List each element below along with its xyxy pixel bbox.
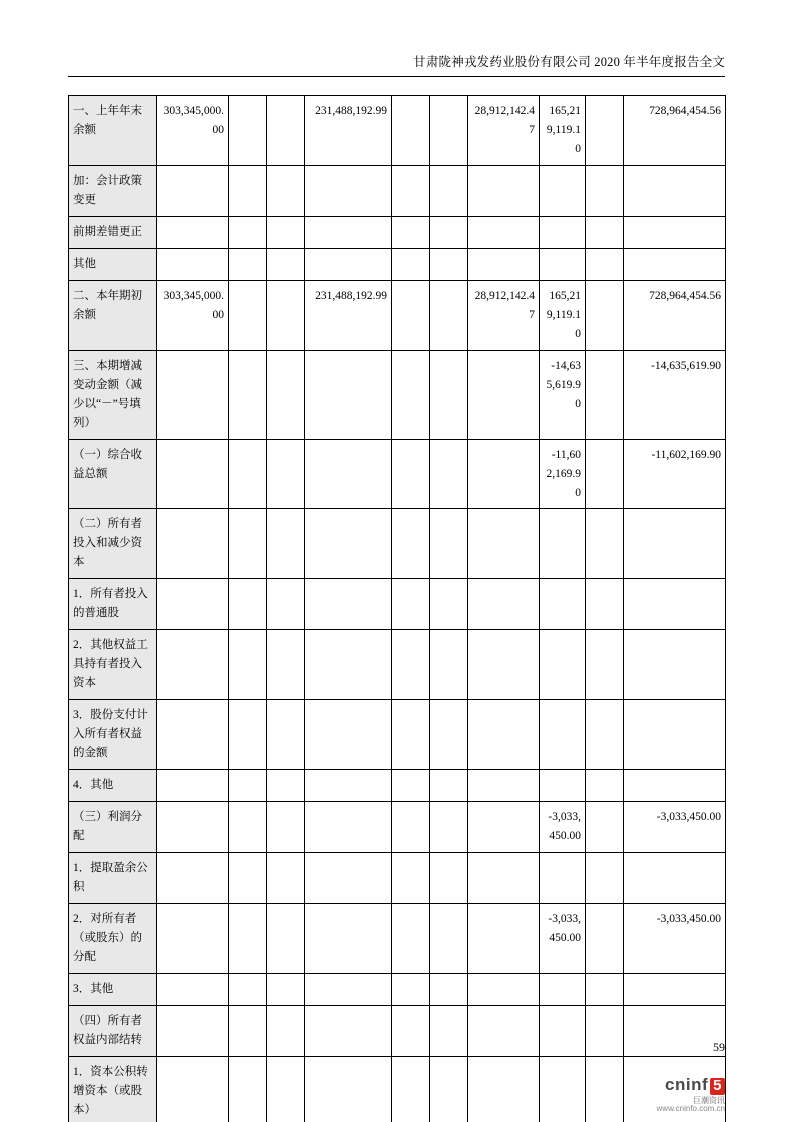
table-cell-empty — [468, 630, 540, 700]
table-cell-empty — [540, 216, 586, 248]
table-row — [69, 248, 726, 280]
table-cell-empty — [430, 96, 468, 166]
table-cell-empty — [468, 350, 540, 439]
table-cell-empty — [229, 280, 267, 350]
row-label: 2．对所有者（或股东）的分配 — [69, 903, 157, 973]
table-cell-empty — [586, 700, 624, 770]
table-cell-empty — [624, 509, 726, 579]
table-cell-empty — [586, 802, 624, 853]
table-cell-value: -3,033,450.00 — [540, 802, 586, 853]
brand-text: cninf — [665, 1075, 709, 1094]
table-cell-empty — [624, 579, 726, 630]
table-cell-empty — [305, 439, 392, 509]
table-cell-empty — [267, 903, 305, 973]
table-cell-empty — [540, 700, 586, 770]
table-cell-value: 728,964,454.56 — [624, 96, 726, 166]
table-cell-value: 165,219,119.10 — [540, 96, 586, 166]
table-cell-empty — [430, 509, 468, 579]
table-cell-empty — [229, 853, 267, 904]
table-cell-empty — [540, 165, 586, 216]
table-cell-empty — [624, 216, 726, 248]
table-cell-empty — [430, 770, 468, 802]
row-label: 3．其他 — [69, 973, 157, 1005]
table-cell-empty — [267, 700, 305, 770]
table-cell-empty — [305, 973, 392, 1005]
table-cell-empty — [468, 903, 540, 973]
table-cell-value: -3,033,450.00 — [624, 903, 726, 973]
row-label: （二）所有者投入和减少资本 — [69, 509, 157, 579]
table-cell-value: 231,488,192.99 — [305, 280, 392, 350]
brand-url: www.cninfo.com.cn — [656, 1104, 725, 1114]
table-cell-empty — [267, 630, 305, 700]
table-cell-empty — [305, 579, 392, 630]
table-cell-empty — [468, 802, 540, 853]
table-cell-empty — [586, 973, 624, 1005]
row-label: （一）综合收益总额 — [69, 439, 157, 509]
table-cell-empty — [229, 248, 267, 280]
table-cell-empty — [267, 439, 305, 509]
equity-change-table — [68, 95, 726, 1122]
table-row — [69, 973, 726, 1005]
table-cell-empty — [540, 509, 586, 579]
table-cell-empty — [586, 509, 624, 579]
row-label: 1．所有者投入的普通股 — [69, 579, 157, 630]
table-cell-empty — [586, 165, 624, 216]
table-cell-value: 303,345,000.00 — [157, 96, 229, 166]
table-row — [69, 165, 726, 216]
row-label: 三、本期增减变动金额（减少以“－”号填列） — [69, 350, 157, 439]
table-cell-empty — [305, 509, 392, 579]
table-cell-empty — [540, 248, 586, 280]
table-row — [69, 439, 726, 509]
table-cell-empty — [267, 350, 305, 439]
table-cell-empty — [157, 216, 229, 248]
table-cell-empty — [229, 973, 267, 1005]
table-cell-empty — [157, 248, 229, 280]
table-cell-empty — [157, 165, 229, 216]
table-row — [69, 700, 726, 770]
table-cell-empty — [586, 350, 624, 439]
table-cell-empty — [586, 853, 624, 904]
table-cell-empty — [540, 579, 586, 630]
table-cell-empty — [468, 853, 540, 904]
table-cell-empty — [157, 853, 229, 904]
table-cell-empty — [586, 1056, 624, 1122]
table-cell-empty — [586, 630, 624, 700]
table-cell-value: 28,912,142.47 — [468, 280, 540, 350]
table-row — [69, 630, 726, 700]
row-label: 1．资本公积转增资本（或股本） — [69, 1056, 157, 1122]
table-cell-empty — [157, 350, 229, 439]
table-cell-empty — [305, 903, 392, 973]
row-label: 1．提取盈余公积 — [69, 853, 157, 904]
table-row — [69, 509, 726, 579]
table-cell-empty — [267, 1056, 305, 1122]
table-cell-empty — [430, 973, 468, 1005]
table-cell-empty — [392, 770, 430, 802]
table-cell-value: -3,033,450.00 — [540, 903, 586, 973]
table-cell-empty — [468, 579, 540, 630]
table-row — [69, 216, 726, 248]
row-label: 2．其他权益工具持有者投入资本 — [69, 630, 157, 700]
brand-mark: 5 — [710, 1078, 725, 1095]
row-label: （四）所有者权益内部结转 — [69, 1005, 157, 1056]
table-cell-empty — [468, 509, 540, 579]
table-cell-empty — [267, 509, 305, 579]
table-cell-empty — [267, 853, 305, 904]
table-cell-empty — [586, 439, 624, 509]
table-cell-empty — [624, 770, 726, 802]
row-label: （三）利润分配 — [69, 802, 157, 853]
table-row — [69, 853, 726, 904]
table-cell-empty — [229, 165, 267, 216]
row-label: 加：会计政策变更 — [69, 165, 157, 216]
table-cell-empty — [229, 439, 267, 509]
table-cell-empty — [157, 579, 229, 630]
table-cell-empty — [392, 700, 430, 770]
table-cell-empty — [586, 248, 624, 280]
table-cell-value: 165,219,119.10 — [540, 280, 586, 350]
table-cell-empty — [305, 216, 392, 248]
table-row — [69, 579, 726, 630]
table-cell-empty — [229, 350, 267, 439]
row-label: 前期差错更正 — [69, 216, 157, 248]
table-cell-empty — [624, 853, 726, 904]
table-cell-empty — [468, 973, 540, 1005]
table-cell-empty — [430, 802, 468, 853]
table-cell-empty — [468, 700, 540, 770]
row-label: 4．其他 — [69, 770, 157, 802]
table-cell-empty — [430, 280, 468, 350]
table-cell-empty — [157, 903, 229, 973]
table-cell-value: -11,602,169.90 — [540, 439, 586, 509]
table-cell-empty — [305, 350, 392, 439]
table-cell-empty — [305, 630, 392, 700]
table-cell-empty — [624, 630, 726, 700]
table-cell-empty — [157, 770, 229, 802]
table-cell-empty — [430, 439, 468, 509]
table-cell-empty — [157, 802, 229, 853]
table-cell-empty — [430, 630, 468, 700]
table-cell-empty — [229, 630, 267, 700]
table-cell-value: 728,964,454.56 — [624, 280, 726, 350]
table-cell-empty — [468, 1056, 540, 1122]
table-cell-empty — [157, 700, 229, 770]
table-cell-empty — [430, 350, 468, 439]
table-cell-empty — [430, 903, 468, 973]
table-cell-empty — [586, 280, 624, 350]
table-cell-empty — [468, 439, 540, 509]
table-cell-empty — [392, 579, 430, 630]
header-divider — [68, 76, 725, 77]
table-cell-empty — [392, 216, 430, 248]
table-cell-empty — [305, 1056, 392, 1122]
table-cell-empty — [540, 853, 586, 904]
table-cell-empty — [229, 216, 267, 248]
table-cell-empty — [267, 579, 305, 630]
table-cell-empty — [229, 700, 267, 770]
page-number: 59 — [713, 1040, 725, 1054]
table-cell-empty — [430, 165, 468, 216]
table-cell-empty — [229, 509, 267, 579]
table-cell-empty — [392, 96, 430, 166]
row-label: 其他 — [69, 248, 157, 280]
table-cell-empty — [392, 802, 430, 853]
table-cell-empty — [430, 579, 468, 630]
table-row — [69, 350, 726, 439]
table-cell-empty — [157, 630, 229, 700]
table-cell-empty — [267, 973, 305, 1005]
table-cell-empty — [540, 1056, 586, 1122]
table-cell-empty — [624, 700, 726, 770]
table-cell-value: 231,488,192.99 — [305, 96, 392, 166]
row-label: 二、本年期初余额 — [69, 280, 157, 350]
table-cell-empty — [267, 280, 305, 350]
table-cell-empty — [392, 509, 430, 579]
table-cell-empty — [305, 165, 392, 216]
table-cell-empty — [305, 700, 392, 770]
brand-name — [657, 1076, 725, 1095]
table-cell-empty — [267, 216, 305, 248]
table-cell-empty — [229, 96, 267, 166]
table-cell-empty — [157, 1056, 229, 1122]
row-label: 一、上年年末余额 — [69, 96, 157, 166]
table-cell-value: 303,345,000.00 — [157, 280, 229, 350]
table-cell-empty — [392, 853, 430, 904]
table-cell-empty — [430, 700, 468, 770]
table-cell-empty — [157, 509, 229, 579]
table-cell-empty — [267, 770, 305, 802]
table-cell-empty — [586, 903, 624, 973]
row-label: 3．股份支付计入所有者权益的金额 — [69, 700, 157, 770]
table-cell-empty — [305, 802, 392, 853]
table-cell-value: -14,635,619.90 — [540, 350, 586, 439]
table-cell-empty — [305, 770, 392, 802]
table-cell-empty — [392, 439, 430, 509]
table-row — [69, 1056, 726, 1122]
table-cell-empty — [540, 973, 586, 1005]
table-cell-empty — [392, 1056, 430, 1122]
table-cell-empty — [229, 1056, 267, 1122]
table-cell-empty — [267, 248, 305, 280]
table-cell-empty — [624, 248, 726, 280]
table-cell-empty — [157, 439, 229, 509]
table-cell-empty — [305, 248, 392, 280]
table-cell-empty — [468, 770, 540, 802]
page-header: 甘肃陇神戎发药业股份有限公司 2020 年半年度报告全文 — [413, 55, 725, 69]
table-cell-empty — [392, 280, 430, 350]
table-cell-empty — [392, 903, 430, 973]
table-cell-empty — [392, 248, 430, 280]
table-cell-empty — [468, 165, 540, 216]
table-cell-value: -11,602,169.90 — [624, 439, 726, 509]
table-cell-empty — [229, 802, 267, 853]
table-cell-empty — [430, 853, 468, 904]
table-cell-empty — [229, 903, 267, 973]
table-row — [69, 96, 726, 166]
table-cell-empty — [392, 165, 430, 216]
table-cell-empty — [624, 165, 726, 216]
table-row — [69, 903, 726, 973]
table-cell-empty — [305, 853, 392, 904]
table-cell-empty — [468, 216, 540, 248]
table-cell-empty — [468, 248, 540, 280]
table-cell-empty — [430, 248, 468, 280]
table-row — [69, 280, 726, 350]
footer-logo — [657, 1076, 725, 1114]
table-cell-empty — [267, 165, 305, 216]
table-cell-empty — [157, 973, 229, 1005]
brand-subtitle: 巨潮资讯 — [693, 1095, 725, 1105]
table-cell-empty — [586, 579, 624, 630]
table-row — [69, 802, 726, 853]
table-cell-empty — [430, 1056, 468, 1122]
table-cell-empty — [586, 96, 624, 166]
table-cell-empty — [229, 579, 267, 630]
table-cell-empty — [586, 216, 624, 248]
table-cell-empty — [392, 973, 430, 1005]
table-cell-value: 28,912,142.47 — [468, 96, 540, 166]
table-cell-empty — [430, 216, 468, 248]
table-cell-empty — [392, 630, 430, 700]
table-cell-empty — [540, 630, 586, 700]
table-row — [69, 770, 726, 802]
table-cell-empty — [267, 802, 305, 853]
table-cell-empty — [540, 770, 586, 802]
table-cell-value: -3,033,450.00 — [624, 802, 726, 853]
table-body — [69, 96, 726, 1122]
table-cell-empty — [586, 770, 624, 802]
table-cell-empty — [267, 96, 305, 166]
table-cell-value: -14,635,619.90 — [624, 350, 726, 439]
table-cell-empty — [392, 350, 430, 439]
table-cell-empty — [624, 973, 726, 1005]
table-cell-empty — [229, 770, 267, 802]
